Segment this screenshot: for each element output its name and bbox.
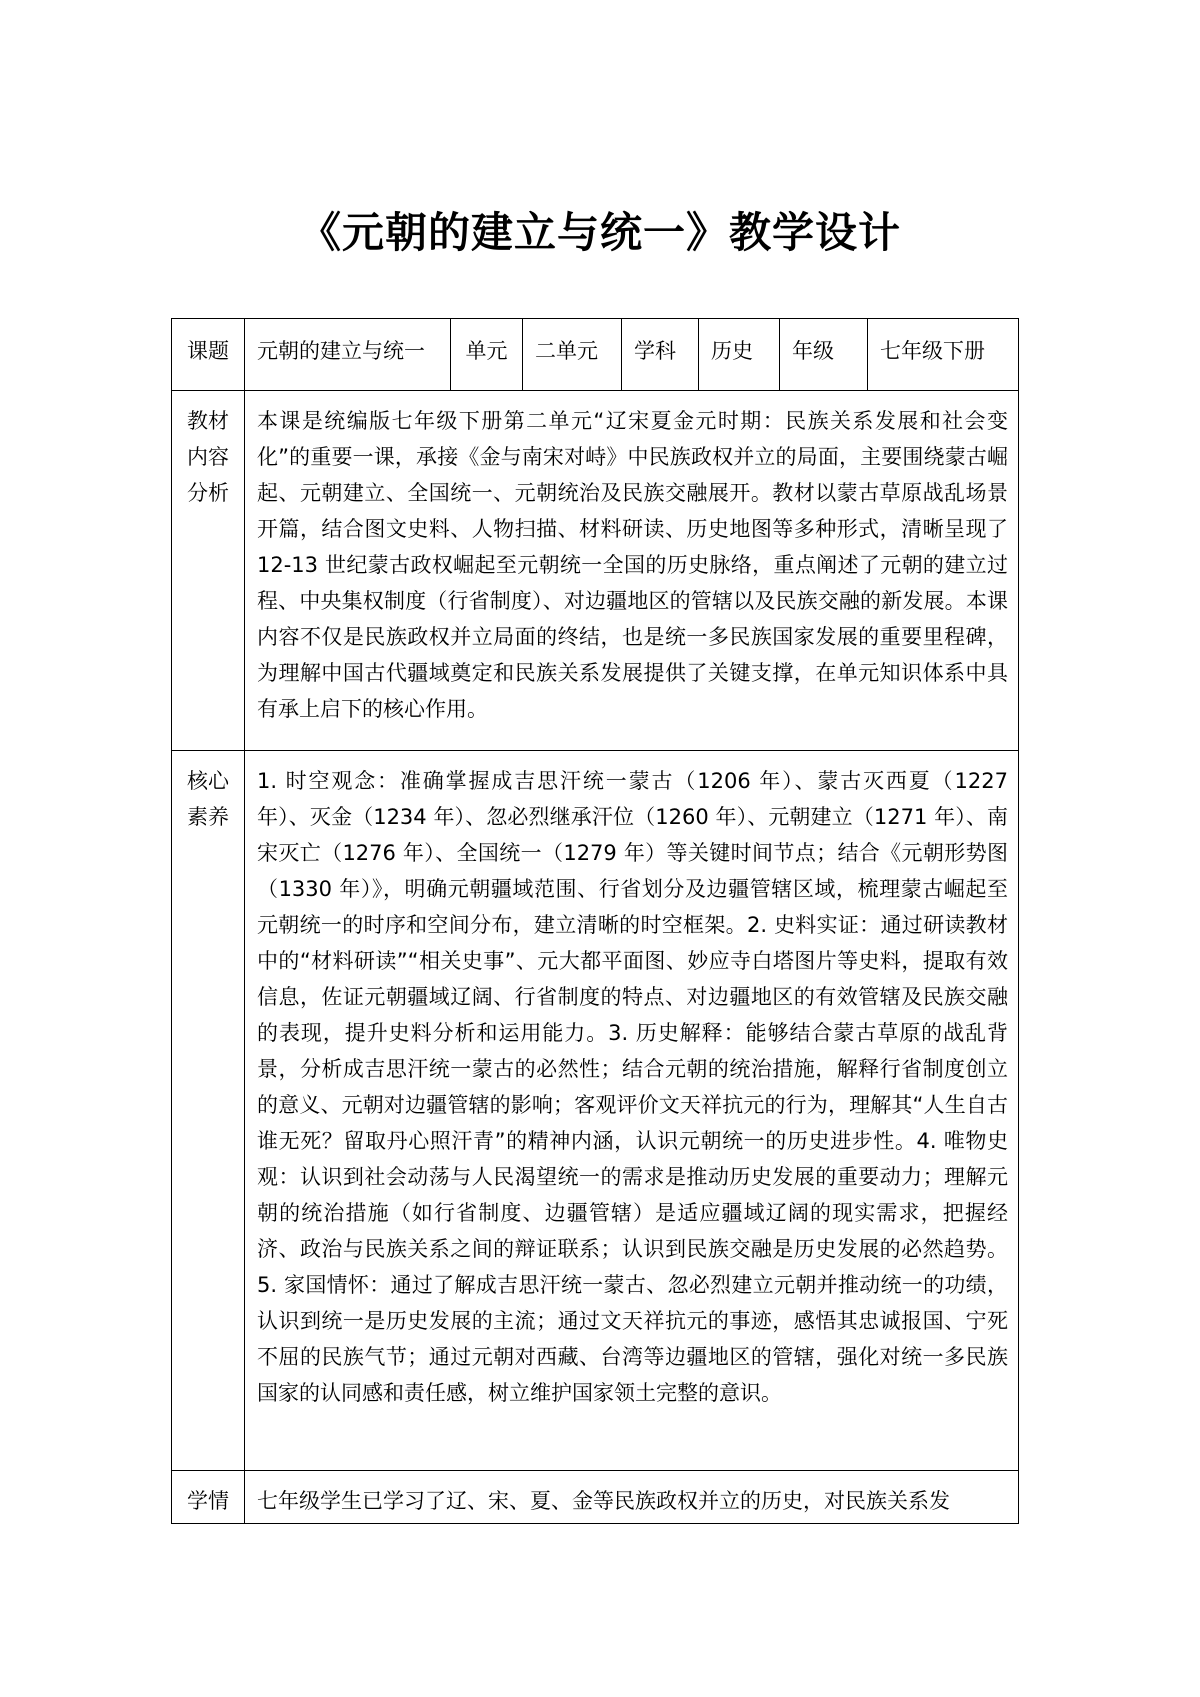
label-line: 内容	[187, 445, 229, 469]
grade-label: 年级	[780, 319, 868, 391]
header-row	[172, 319, 1019, 391]
label-line: 分析	[187, 481, 229, 505]
student-analysis-text-line: 七年级学生已学习了辽、宋、夏、金等民族政权并立的历史，对民族关系发	[257, 1489, 950, 1513]
unit-value: 二单元	[523, 319, 622, 391]
core-competence-text: 1. 时空观念：准确掌握成吉思汗统一蒙古（1206 年）、蒙古灭西夏（1227 年）、灭金（1234 年）、忽必烈继承汗位（1260 年）、元朝建立（1271 年）、南宋灭亡（1276 年）、全国统一（1279 年）等关键时间节点；结合《元朝形势图（1330 年）》，明确元朝疆域范围、行省划分及边疆管辖区域，梳理蒙古崛起至元朝统一的时序和空间分布，建立清晰的时空框架。2. 史料实证：通过研读教材中的“材料研读”“相关史事”、元大都平面图、妙应寺白塔图片等史料，提取有效信息，佐证元朝疆域辽阔、行省制度的特点、对边疆地区的有效管辖及民族交融的表现，提升史料分析和运用能力。3. 历史解释：能够结合蒙古草原的战乱背景，分析成吉思汗统一蒙古的必然性；结合元朝的统治措施，解释行省制度创立的意义、元朝对边疆管辖的影响；客观评价文天祥抗元的行为，理解其“人生自古谁无死？留取丹心照汗青”的精神内涵，认识元朝统一的历史进步性。4. 唯物史观：认识到社会动荡与人民渴望统一的需求是推动历史发展的重要动力；理解元朝的统治措施（如行省制度、边疆管辖）是适应疆域辽阔的现实需求，把握经济、政治与民族关系之间的辩证联系；认识到民族交融是历史发展的必然趋势。5. 家国情怀：通过了解成吉思汗统一蒙古、忽必烈建立元朝并推动统一的功绩，认识到统一是历史发展的主流；通过文天祥抗元的事迹，感悟其忠诚报国、宁死不屈的民族气节；通过元朝对西藏、台湾等边疆地区的管辖，强化对统一多民族国家的认同感和责任感，树立维护国家领土完整的意识。	[245, 751, 1019, 1471]
textbook-analysis-label	[172, 391, 245, 751]
core-competence-label	[172, 751, 245, 1471]
subject-label: 学科	[622, 319, 699, 391]
student-analysis-label	[172, 1471, 245, 1524]
label-line: 学情	[187, 1489, 229, 1513]
topic-label: 课题	[172, 319, 245, 391]
grade-value: 七年级下册	[868, 319, 1019, 391]
label-line: 素养	[187, 805, 229, 829]
student-analysis-text	[245, 1471, 1019, 1524]
textbook-analysis-text: 本课是统编版七年级下册第二单元“辽宋夏金元时期：民族关系发展和社会变化”的重要一课，承接《金与南宋对峙》中民族政权并立的局面，主要围绕蒙古崛起、元朝建立、全国统一、元朝统治及民族交融展开。教材以蒙古草原战乱场景开篇，结合图文史料、人物扫描、材料研读、历史地图等多种形式，清晰呈现了 12-13 世纪蒙古政权崛起至元朝统一全国的历史脉络，重点阐述了元朝的建立过程、中央集权制度（行省制度）、对边疆地区的管辖以及民族交融的新发展。本课内容不仅是民族政权并立局面的终结，也是统一多民族国家发展的重要里程碑，为理解中国古代疆域奠定和民族关系发展提供了关键支撑，在单元知识体系中具有承上启下的核心作用。	[245, 391, 1019, 751]
student-analysis-row	[172, 1471, 1019, 1524]
lesson-plan-table	[171, 318, 1019, 1524]
document-title: 《元朝的建立与统一》教学设计	[298, 208, 901, 257]
unit-label: 单元	[451, 319, 523, 391]
subject-value: 历史	[699, 319, 780, 391]
textbook-analysis-row	[172, 391, 1019, 751]
topic-value: 元朝的建立与统一	[245, 319, 451, 391]
label-line: 教材	[187, 409, 229, 433]
label-line: 核心	[187, 769, 229, 793]
core-competence-row	[172, 751, 1019, 1471]
